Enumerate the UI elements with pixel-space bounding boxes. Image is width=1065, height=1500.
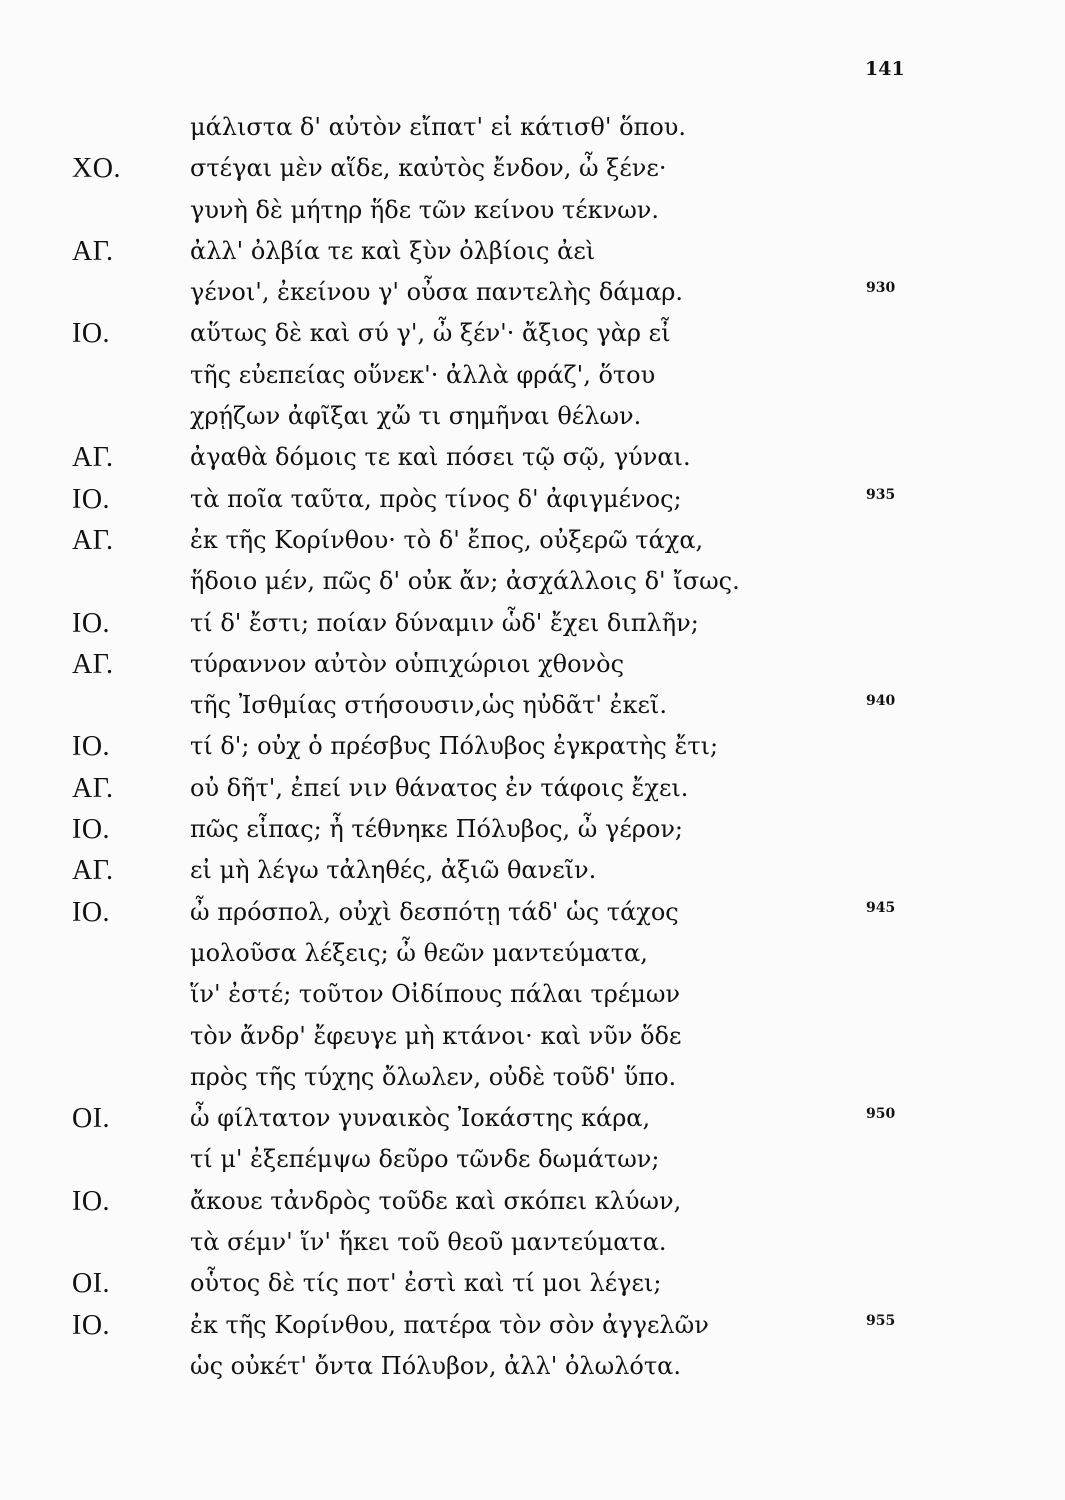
verse-line [0, 1098, 1065, 1139]
verse-text: ἐκ τῆς Κορίνθου, πατέρα τὸν σὸν ἀγγελῶν [190, 1310, 709, 1339]
verse-line [0, 768, 1065, 809]
speaker-label: ΙΟ. [72, 607, 111, 639]
verse-line [0, 1346, 1065, 1387]
verse-line [0, 809, 1065, 850]
verse-line [0, 685, 1065, 726]
verse-text: γένοι', ἐκείνου γ' οὖσα παντελὴς δάμαρ. [190, 278, 684, 307]
verse-text: στέγαι μὲν αἵδε, καὐτὸς ἔνδον, ὦ ξένε· [190, 154, 667, 183]
verse-line [0, 231, 1065, 272]
speaker-label: ΙΟ. [72, 896, 111, 928]
line-number: 930 [866, 280, 896, 297]
verse-lines [0, 107, 1065, 1387]
verse-text: τί δ'; οὐχ ὁ πρέσβυς Πόλυβος ἐγκρατὴς ἔτι; [190, 732, 719, 761]
line-number: 940 [866, 693, 896, 710]
speaker-label: ΑΓ. [72, 772, 114, 804]
speaker-label: ΙΟ. [72, 814, 111, 846]
verse-line [0, 148, 1065, 189]
verse-line [0, 1016, 1065, 1057]
verse-text: αὕτως δὲ καὶ σύ γ', ὦ ξέν'· ἄξιος γὰρ εἶ [190, 319, 671, 348]
verse-text: εἰ μὴ λέγω τἀληθές, ἀξιῶ θανεῖν. [190, 856, 597, 885]
verse-line [0, 437, 1065, 478]
verse-text: τί δ' ἔστι; ποίαν δύναμιν ὧδ' ἔχει διπλῆν; [190, 608, 699, 637]
verse-text: τὸν ἄνδρ' ἔφευγε μὴ κτάνοι· καὶ νῦν ὅδε [190, 1021, 682, 1050]
verse-text: ἵν' ἐστέ; τοῦτον Οἰδίπους πάλαι τρέμων [190, 980, 681, 1009]
verse-text: οὗτος δὲ τίς ποτ' ἐστὶ καὶ τί μοι λέγει; [190, 1269, 662, 1298]
verse-line [0, 603, 1065, 644]
verse-text: οὐ δῆτ', ἐπεί νιν θάνατος ἐν τάφοις ἔχει. [190, 773, 689, 802]
verse-text: μάλιστα δ' αὐτὸν εἴπατ' εἰ κάτισθ' ὅπου. [190, 113, 686, 141]
verse-line [0, 974, 1065, 1015]
page-number: 141 [865, 58, 905, 80]
verse-line [0, 1305, 1065, 1346]
verse-line [0, 892, 1065, 933]
line-number: 935 [866, 486, 896, 503]
line-number: 945 [866, 899, 896, 916]
speaker-label: ΑΓ. [72, 524, 114, 556]
verse-text: μολοῦσα λέξεις; ὦ θεῶν μαντεύματα, [190, 938, 648, 967]
speaker-label: ΑΓ. [72, 235, 114, 267]
speaker-label: ΟΙ. [72, 1268, 111, 1300]
verse-line [0, 1263, 1065, 1304]
speaker-label: ΙΟ. [72, 483, 111, 515]
verse-line [0, 479, 1065, 520]
line-number: 950 [866, 1106, 896, 1123]
verse-text: πῶς εἶπας; ἦ τέθνηκε Πόλυβος, ὦ γέρον; [190, 815, 684, 844]
verse-text: ἀλλ' ὀλβία τε καὶ ξὺν ὀλβίοις ἀεὶ [190, 236, 596, 265]
verse-text: ὦ φίλτατον γυναικὸς Ἰοκάστης κάρα, [190, 1104, 651, 1133]
speaker-label: ΧΟ. [72, 153, 121, 185]
speaker-label: ΑΓ. [72, 648, 114, 680]
verse-text: ἀγαθὰ δόμοις τε καὶ πόσει τῷ σῷ, γύναι. [190, 443, 691, 472]
verse-line [0, 850, 1065, 891]
verse-line [0, 190, 1065, 231]
verse-text: τὰ σέμν' ἵν' ἥκει τοῦ θεοῦ μαντεύματα. [190, 1228, 667, 1257]
verse-line [0, 107, 1065, 148]
speaker-label: ΟΙ. [72, 1103, 111, 1135]
verse-text: ὡς οὐκέτ' ὄντα Πόλυβον, ἀλλ' ὀλωλότα. [190, 1351, 681, 1380]
verse-line [0, 1057, 1065, 1098]
speaker-label: ΙΟ. [72, 731, 111, 763]
verse-text: τῆς Ἰσθμίας στήσουσιν,ὡς ηὐδᾶτ' ἐκεῖ. [190, 691, 667, 720]
verse-text: τί μ' ἐξεπέμψω δεῦρο τῶνδε δωμάτων; [190, 1145, 660, 1174]
verse-text: πρὸς τῆς τύχης ὄλωλεν, οὐδὲ τοῦδ' ὕπο. [190, 1062, 677, 1091]
verse-text: γυνὴ δὲ μήτηρ ἥδε τῶν κείνου τέκνων. [190, 195, 660, 224]
verse-line [0, 726, 1065, 767]
verse-line [0, 520, 1065, 561]
speaker-label: ΙΟ. [72, 1185, 111, 1217]
speaker-label: ΙΟ. [72, 1309, 111, 1341]
line-number: 955 [866, 1312, 896, 1329]
speaker-label: ΑΓ. [72, 442, 114, 474]
verse-text: τῆς εὐεπείας οὕνεκ'· ἀλλὰ φράζ', ὅτου [190, 360, 656, 389]
verse-line [0, 272, 1065, 313]
verse-line [0, 933, 1065, 974]
verse-line [0, 561, 1065, 602]
verse-text: ἐκ τῆς Κορίνθου· τὸ δ' ἔπος, οὐξερῶ τάχα, [190, 525, 704, 554]
verse-text: ὦ πρόσπολ, οὐχὶ δεσπότῃ τάδ' ὡς τάχος [190, 897, 679, 926]
verse-text: ἥδοιο μέν, πῶς δ' οὐκ ἄν; ἀσχάλλοις δ' ἴσως. [190, 567, 740, 596]
speaker-label: ΑΓ. [72, 855, 114, 887]
speaker-label: ΙΟ. [72, 318, 111, 350]
verse-line [0, 355, 1065, 396]
verse-line [0, 1222, 1065, 1263]
verse-text: χρῄζων ἀφῖξαι χὤ τι σημῆναι θέλων. [190, 402, 642, 431]
verse-text: τύραννον αὐτὸν οὑπιχώριοι χθονὸς [190, 649, 625, 678]
verse-line [0, 1181, 1065, 1222]
verse-line [0, 644, 1065, 685]
verse-text: τὰ ποῖα ταῦτα, πρὸς τίνος δ' ἀφιγμένος; [190, 484, 682, 513]
verse-line [0, 313, 1065, 354]
verse-line [0, 1139, 1065, 1180]
verse-line [0, 396, 1065, 437]
verse-text: ἄκουε τἀνδρὸς τοῦδε καὶ σκόπει κλύων, [190, 1186, 682, 1215]
